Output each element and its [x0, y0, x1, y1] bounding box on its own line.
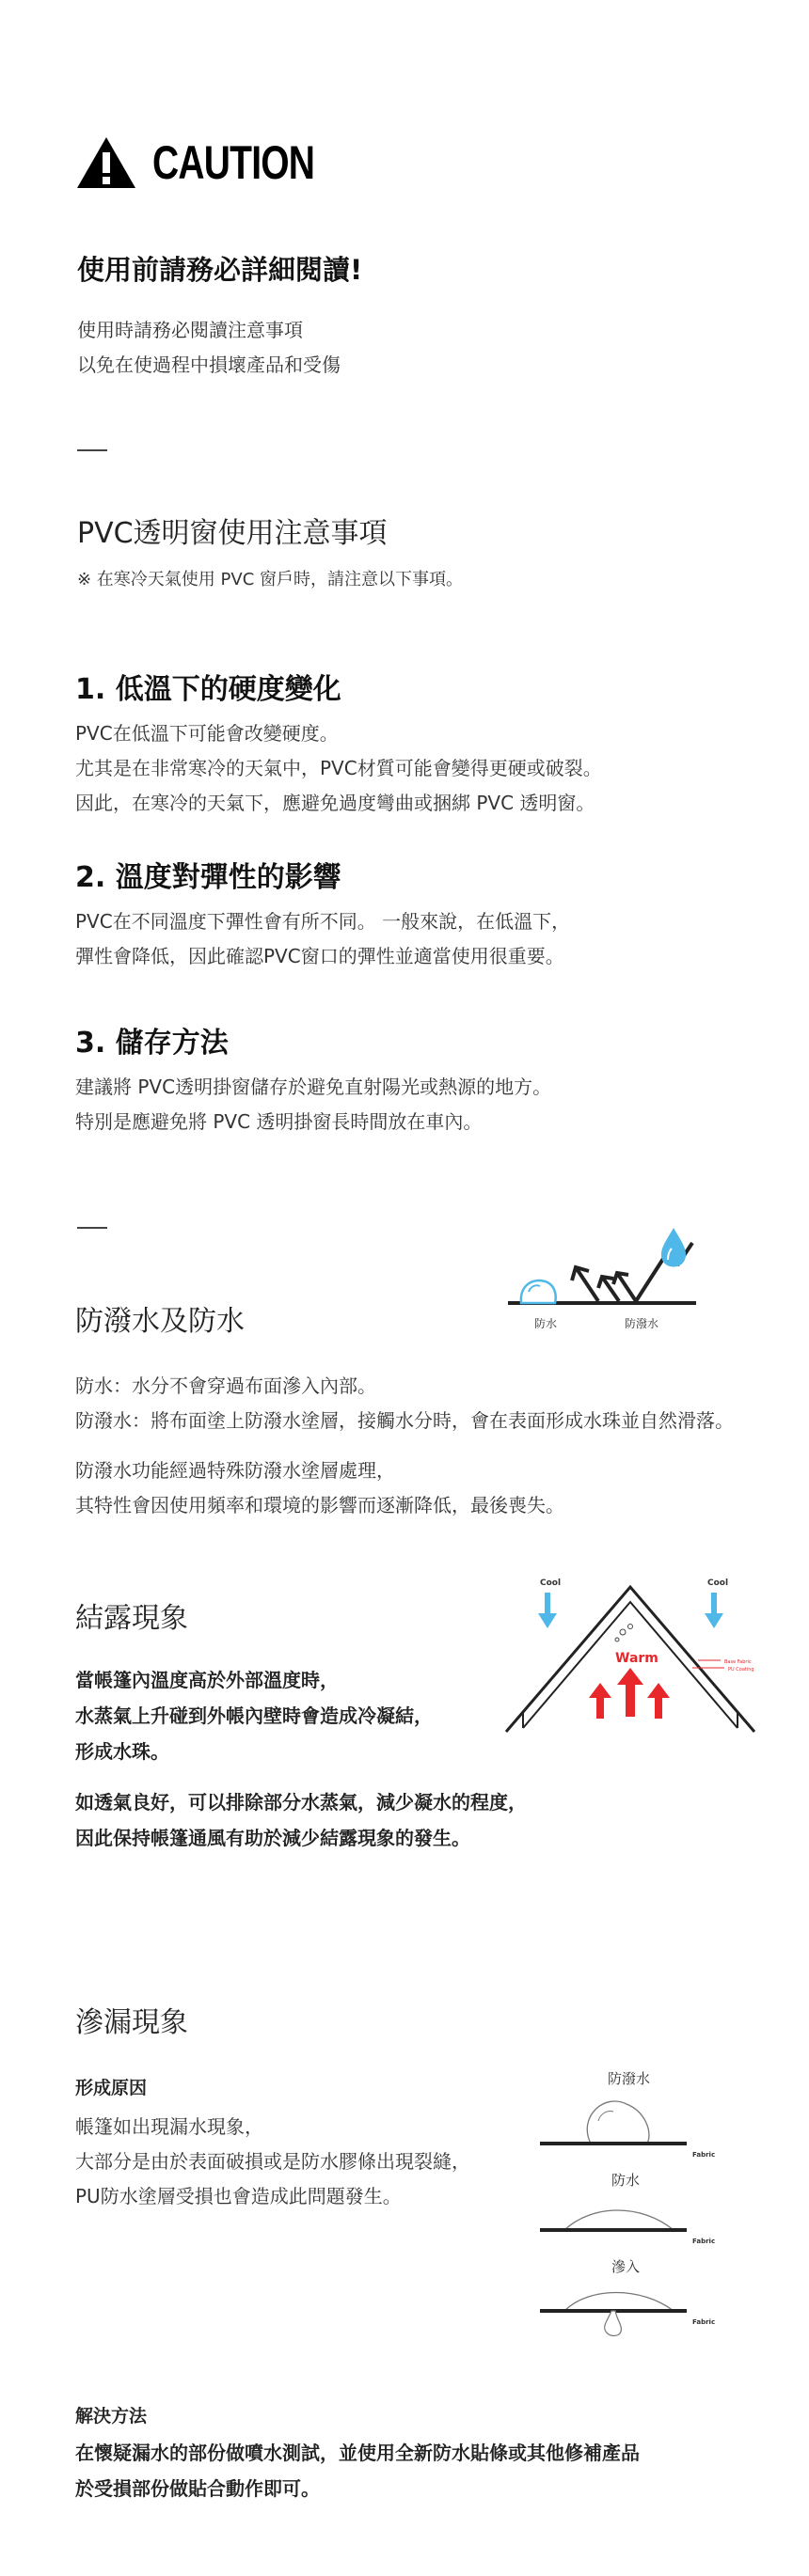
diagram-label: 防水 [534, 1317, 558, 1330]
condensation-text [75, 1784, 527, 1856]
leak-solution-text [75, 2435, 640, 2506]
text-line: 形成水珠。 [75, 1740, 169, 1763]
pvc-section-title: 1. 低溫下的硬度變化 [75, 673, 341, 706]
diagram-label: 滲入 [611, 2258, 641, 2275]
caution-header [75, 130, 360, 196]
text-line: 因此，在寒冷的天氣下，應避免過度彎曲或捆綁 PVC 透明窗。 [75, 792, 595, 814]
leak-solution-title: 解決方法 [75, 2406, 148, 2427]
pvc-section-title: 3. 儲存方法 [75, 1027, 229, 1060]
text-line: 尤其是在非常寒冷的天氣中，PVC材質可能會變得更硬或破裂。 [75, 757, 602, 779]
text-line: 大部分是由於表面破損或是防水膠條出現裂縫， [75, 2150, 470, 2173]
text-line: 在懷疑漏水的部份做噴水測試，並使用全新防水貼條或其他修補產品 [75, 2442, 640, 2464]
pvc-section-text [75, 904, 570, 974]
intro-line: 以免在使過程中損壞產品和受傷 [77, 353, 341, 376]
leak-cause-text [75, 2110, 470, 2214]
warm-label: Warm [615, 1651, 658, 1666]
fabric-label: Fabric [692, 2151, 716, 2159]
leak-diagram [536, 2065, 724, 2337]
diagram-label: 防潑水 [608, 2070, 651, 2087]
cool-label-right: Cool [707, 1579, 729, 1588]
waterproof-text [75, 1453, 564, 1523]
text-line: 特別是應避免將 PVC 透明掛窗長時間放在車內。 [75, 1110, 483, 1133]
cool-arrow-right [705, 1593, 723, 1628]
warning-triangle-icon [75, 135, 137, 190]
leak-cause-title: 形成原因 [75, 2078, 148, 2098]
pvc-note: ※ 在寒冷天氣使用 PVC 窗戶時，請注意以下事項。 [77, 570, 463, 589]
text-line: 因此保持帳篷通風有助於減少結露現象的發生。 [75, 1827, 470, 1849]
divider [77, 1227, 107, 1229]
intro-heading: 使用前請務必詳細閱讀! [77, 254, 363, 286]
diagram-label: 防潑水 [625, 1317, 659, 1330]
legend-pu-coating: PU Coating [728, 1667, 754, 1673]
condensation-text [75, 1662, 433, 1769]
pvc-section-title: 2. 溫度對彈性的影響 [75, 861, 341, 894]
text-line: 防水：水分不會穿過布面滲入內部。 [75, 1374, 376, 1397]
waterproof-text [75, 1369, 734, 1438]
text-line: 帳篷如出現漏水現象， [75, 2115, 263, 2138]
caution-label: CAUTION [152, 136, 315, 189]
fabric-label: Fabric [692, 2318, 716, 2326]
cool-arrow-left [538, 1593, 557, 1628]
fabric-label: Fabric [692, 2238, 716, 2245]
text-line: PU防水塗層受損也會造成此問題發生。 [75, 2185, 402, 2207]
text-line: 其特性會因使用頻率和環境的影響而逐漸降低，最後喪失。 [75, 1494, 564, 1516]
text-line: 建議將 PVC透明掛窗儲存於避免直射陽光或熱源的地方。 [75, 1076, 552, 1098]
warm-arrows [589, 1668, 670, 1719]
condensation-diagram [499, 1570, 762, 1739]
text-line: 彈性會降低，因此確認PVC窗口的彈性並適當使用很重要。 [75, 945, 564, 967]
text-line: 當帳篷內溫度高於外部溫度時， [75, 1669, 339, 1691]
diagram-label: 防水 [611, 2172, 641, 2189]
divider [77, 449, 107, 451]
pvc-section-text [75, 716, 602, 821]
waterproof-diagram [508, 1222, 696, 1354]
text-line: 防潑水功能經過特殊防潑水塗層處理， [75, 1459, 395, 1482]
text-line: 於受損部份做貼合動作即可。 [75, 2477, 320, 2500]
intro-line: 使用時請務必閱讀注意事項 [77, 319, 303, 341]
legend-base-fabric: Base Fabric [724, 1659, 752, 1665]
pvc-section-text [75, 1070, 551, 1139]
text-line: 如透氣良好，可以排除部分水蒸氣，減少凝水的程度， [75, 1791, 527, 1814]
waterproof-title: 防潑水及防水 [75, 1305, 245, 1338]
text-line: PVC在低溫下可能會改變硬度。 [75, 722, 339, 745]
pvc-title: PVC透明窗使用注意事項 [77, 517, 388, 550]
text-line: 防潑水：將布面塗上防潑水塗層，接觸水分時，會在表面形成水珠並自然滑落。 [75, 1409, 734, 1432]
condensation-title: 結露現象 [75, 1602, 188, 1635]
cool-label-left: Cool [540, 1579, 562, 1588]
intro-text [77, 313, 341, 383]
leak-title: 滲漏現象 [75, 2006, 188, 2039]
text-line: PVC在不同溫度下彈性會有所不同。 一般來說，在低溫下， [75, 910, 571, 933]
text-line: 水蒸氣上升碰到外帳內壁時會造成冷凝結， [75, 1704, 433, 1727]
